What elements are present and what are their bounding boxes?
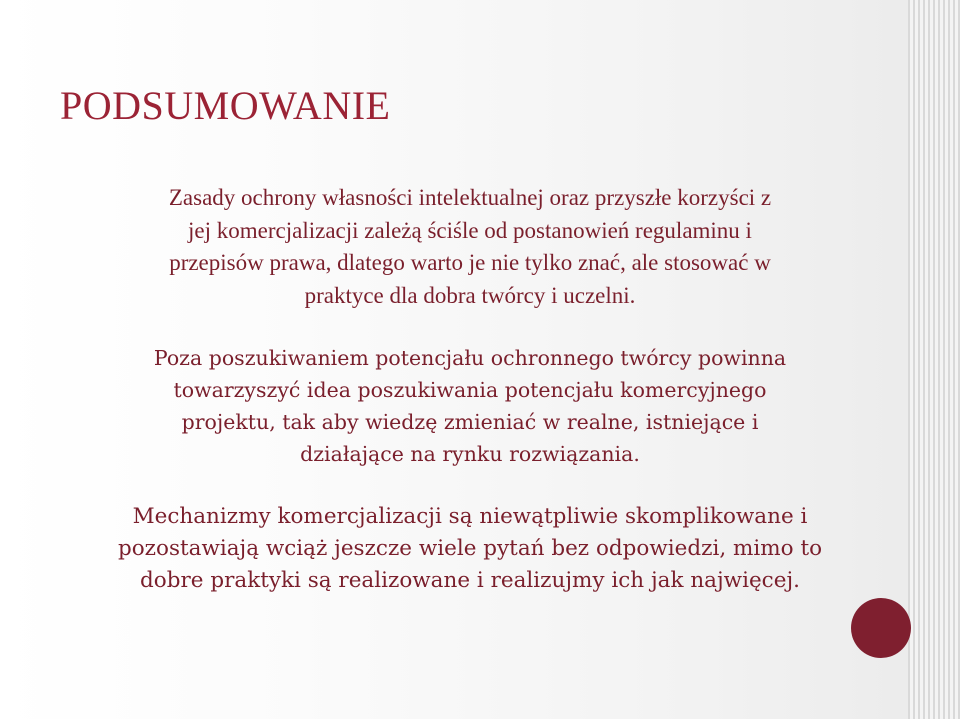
- slide-title: PODSUMOWANIE: [60, 83, 391, 128]
- decorative-circle: [851, 598, 911, 658]
- paragraph-2: Poza poszukiwaniem potencjału ochronnego twórcy powinna towarzyszyć idea poszukiwania potencjału komercyjnego projektu, tak aby wiedzę zmieniać w realne, istniejące i działające na rynku rozwiązania.: [153, 346, 787, 466]
- decorative-stripes: [908, 0, 960, 719]
- paragraph-1: Zasady ochrony własności intelektualnej oraz przyszłe korzyści z jej komercjalizacji zależą ściśle od postanowień regulaminu i przepisów prawa, dlatego warto je nie tylko znać, ale stosować w praktyce dla dobra twórcy i uczelni.: [168, 185, 772, 308]
- paragraph-3: Mechanizmy komercjalizacji są niewątpliwie skomplikowane i pozostawiają wciąż jeszcze wiele pytań bez odpowiedzi, mimo to dobre praktyki są realizowane i realizujmy ich jak najwięcej.: [117, 504, 823, 593]
